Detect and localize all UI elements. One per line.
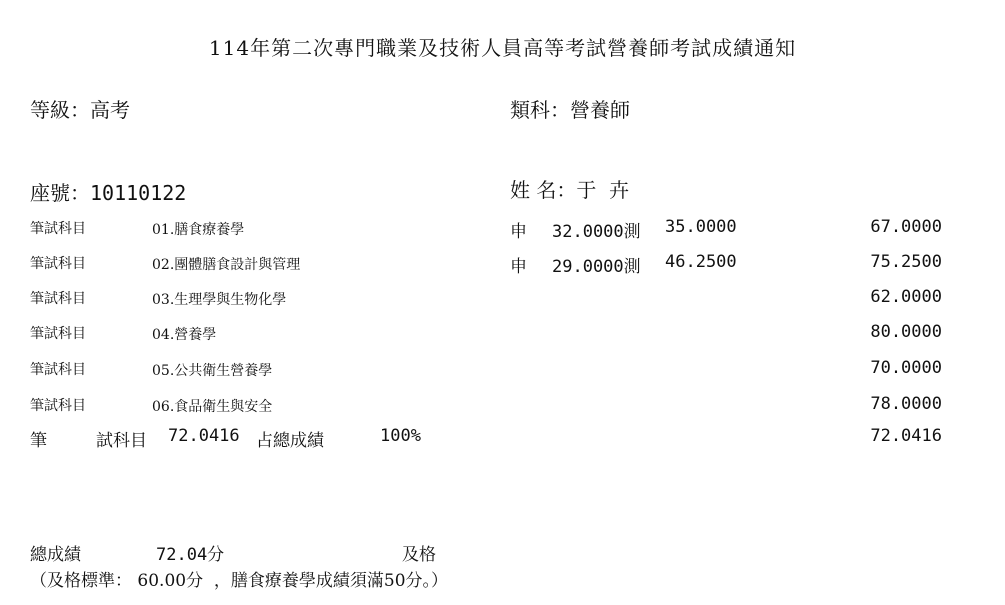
grade-value: 高考 bbox=[90, 98, 130, 122]
subject-type: 筆試科目 bbox=[30, 221, 86, 237]
total-score-label: 總成績 bbox=[30, 545, 81, 565]
summary-total: 72.0416 bbox=[870, 426, 942, 446]
subject-name: 02.團體膳食設計與管理 bbox=[152, 257, 301, 273]
pass-result: 及格 bbox=[402, 545, 436, 565]
subject-name: 06.食品衛生與安全 bbox=[152, 399, 273, 415]
subject-score-test: 35.0000 bbox=[665, 217, 737, 237]
grade-label: 等級： bbox=[30, 98, 90, 122]
summary-average: 72.0416 bbox=[168, 426, 240, 446]
pass-standard-note: （及格標準： 60.00分 ，膳食療養學成績須滿50分。） bbox=[30, 571, 449, 591]
category-field bbox=[510, 94, 630, 123]
subject-score-written: 29.0000測 bbox=[552, 257, 641, 277]
subject-total: 67.0000 bbox=[870, 217, 942, 237]
subject-total: 78.0000 bbox=[870, 394, 942, 414]
page-title: 114年第二次專門職業及技術人員高等考試營養師考試成績通知 bbox=[208, 36, 797, 60]
category-label: 類科： bbox=[510, 98, 570, 122]
subject-type: 筆試科目 bbox=[30, 398, 86, 414]
grade-field bbox=[30, 94, 130, 123]
subject-type: 筆試科目 bbox=[30, 256, 86, 272]
subject-total: 70.0000 bbox=[870, 358, 942, 378]
summary-label-b: 試科目 bbox=[96, 431, 147, 451]
seat-field bbox=[30, 177, 186, 206]
seat-value: 10110122 bbox=[90, 181, 187, 205]
summary-label-a: 筆 bbox=[30, 431, 47, 451]
summary-weight-label: 占總成績 bbox=[256, 431, 324, 451]
name-label: 姓 名： bbox=[510, 178, 577, 202]
subject-name: 05.公共衛生營養學 bbox=[152, 363, 273, 379]
subject-name: 01.膳食療養學 bbox=[152, 222, 245, 238]
summary-weight: 100% bbox=[380, 426, 421, 446]
subject-total: 80.0000 bbox=[870, 322, 942, 342]
subject-total: 75.2500 bbox=[870, 252, 942, 272]
subject-name: 03.生理學與生物化學 bbox=[152, 292, 287, 308]
subject-flag: 申 bbox=[510, 257, 527, 277]
subject-score-written: 32.0000測 bbox=[552, 222, 641, 242]
subject-type: 筆試科目 bbox=[30, 326, 86, 342]
total-score-value: 72.04分 bbox=[156, 545, 225, 565]
subject-score-test: 46.2500 bbox=[665, 252, 737, 272]
subject-type: 筆試科目 bbox=[30, 362, 86, 378]
name-value: 于 卉 bbox=[576, 178, 630, 202]
seat-label: 座號： bbox=[30, 181, 90, 205]
subject-name: 04.營養學 bbox=[152, 327, 217, 343]
subject-flag: 申 bbox=[510, 222, 527, 242]
category-value: 營養師 bbox=[570, 98, 630, 122]
name-field bbox=[510, 174, 629, 203]
subject-total: 62.0000 bbox=[870, 287, 942, 307]
subject-type: 筆試科目 bbox=[30, 291, 86, 307]
